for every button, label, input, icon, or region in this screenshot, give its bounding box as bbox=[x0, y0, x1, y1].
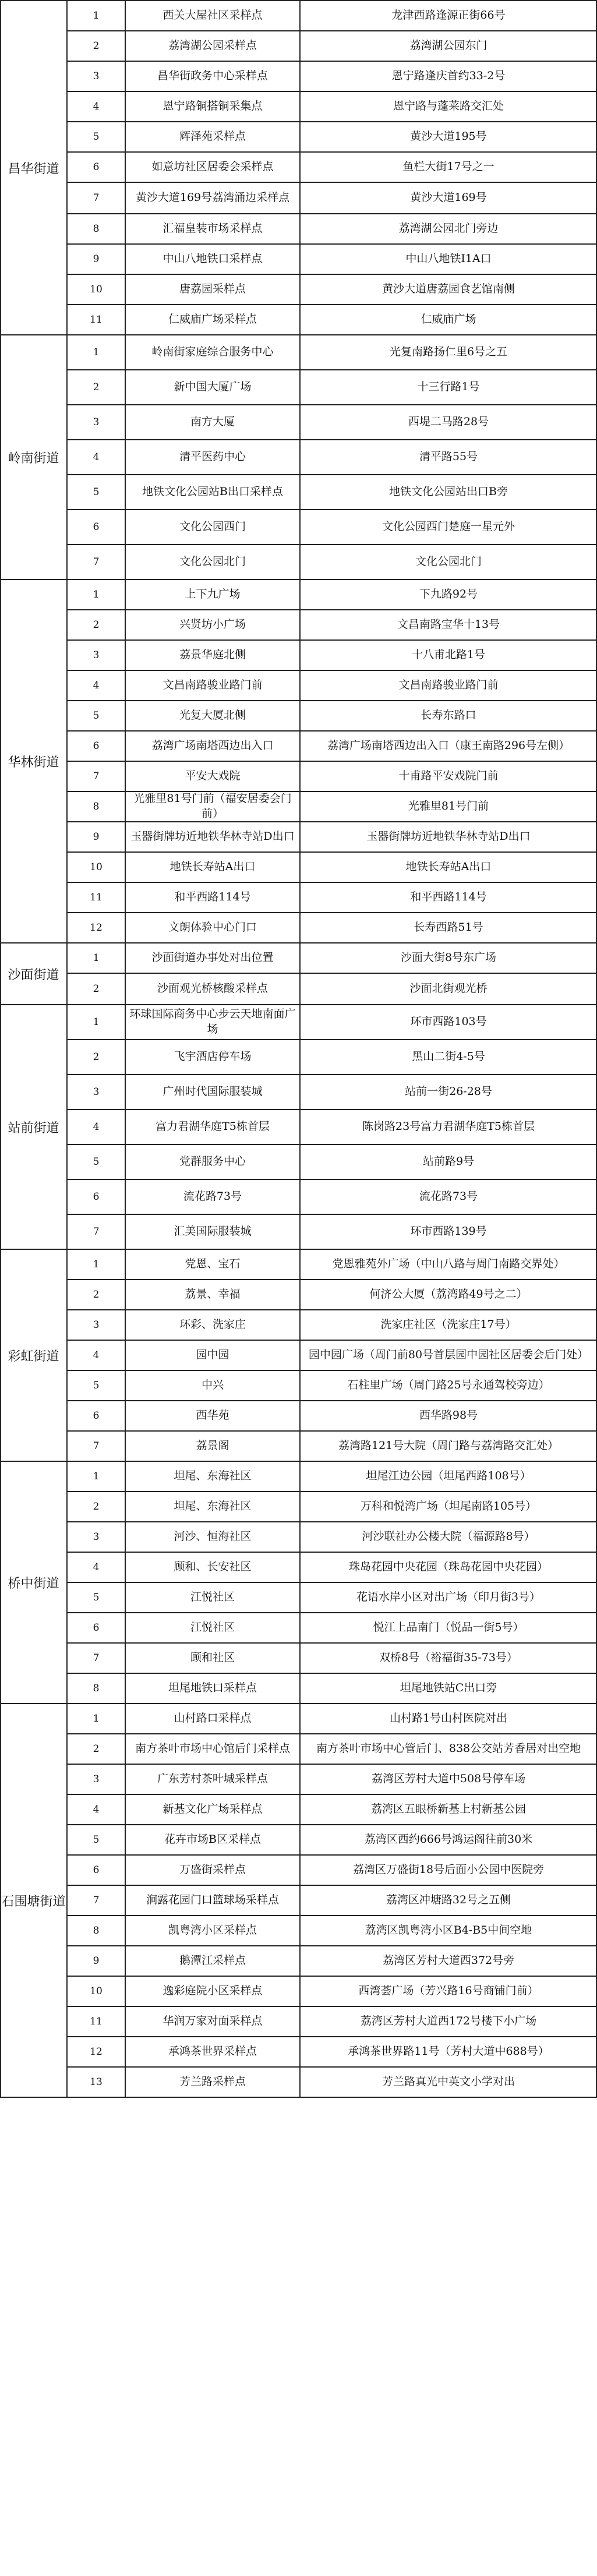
table-row bbox=[67, 1704, 597, 1734]
site-name: 广州时代国际服装城 bbox=[163, 1085, 263, 1098]
table-row bbox=[67, 62, 597, 92]
row-number: 2 bbox=[93, 983, 100, 995]
row-number: 4 bbox=[93, 1121, 100, 1133]
site-name: 环彩、洗家庄 bbox=[179, 1318, 246, 1331]
site-name: 荔景阁 bbox=[196, 1439, 229, 1453]
site-name: 党群服务中心 bbox=[179, 1155, 246, 1168]
site-name: 恩宁路铜搭铜采集点 bbox=[163, 100, 263, 113]
site-address: 党恩雅苑外广场（中山八路与周门南路交界处） bbox=[332, 1257, 565, 1271]
site-name: 西关大屋社区采样点 bbox=[163, 9, 263, 22]
row-number: 7 bbox=[93, 556, 100, 568]
table-row bbox=[67, 610, 597, 641]
row-number: 7 bbox=[93, 1894, 100, 1906]
table-row bbox=[67, 1916, 597, 1946]
table-row bbox=[67, 183, 597, 214]
site-name: 坦尾、东海社区 bbox=[174, 1500, 252, 1513]
site-name: 荔湾广场南塔西边出入口 bbox=[151, 739, 274, 752]
table-row bbox=[67, 1110, 597, 1145]
site-name: 凯粤湾小区采样点 bbox=[168, 1924, 257, 1937]
row-number: 3 bbox=[93, 1531, 100, 1543]
site-name: 荔景、幸福 bbox=[185, 1288, 241, 1301]
table-row bbox=[67, 671, 597, 701]
column-divider bbox=[66, 0, 68, 2098]
table-row bbox=[67, 1886, 597, 1916]
table-row bbox=[67, 2037, 597, 2068]
site-name: 岭南街家庭综合服务中心 bbox=[151, 345, 274, 359]
site-address: 荔湾区五眼桥新基上村新基公园 bbox=[370, 1803, 526, 1816]
table-row bbox=[67, 1613, 597, 1644]
row-number: 6 bbox=[93, 1864, 100, 1876]
district-name: 彩虹街道 bbox=[0, 1250, 67, 1462]
site-address: 仁威庙广场 bbox=[421, 313, 476, 326]
site-address: 荔湾区西约666号鸿运阁往前30米 bbox=[364, 1833, 533, 1846]
table-row bbox=[67, 153, 597, 183]
row-number: 6 bbox=[93, 161, 100, 173]
site-name: 坦尾地铁口采样点 bbox=[168, 1681, 257, 1695]
row-number: 2 bbox=[93, 619, 100, 631]
site-address: 文昌南路宝华十13号 bbox=[397, 618, 500, 631]
row-number: 5 bbox=[93, 130, 100, 143]
site-name: 江悦社区 bbox=[190, 1621, 235, 1634]
row-number: 2 bbox=[93, 1051, 100, 1063]
site-address: 园中园广场（周门前80号首层园中园社区居委会后门处） bbox=[308, 1348, 589, 1362]
site-address: 鱼栏大街17号之一 bbox=[402, 160, 494, 174]
table-row bbox=[67, 1492, 597, 1522]
site-address: 悦江上品南门（悦品一街5号） bbox=[373, 1621, 524, 1634]
site-name: 光雅里81号门前（福安居委会门前） bbox=[133, 792, 292, 820]
row-number: 9 bbox=[93, 1955, 100, 1967]
site-address: 长寿西路51号 bbox=[414, 921, 483, 934]
site-name: 文朗体验中心门口 bbox=[168, 921, 257, 934]
site-name: 上下九广场 bbox=[185, 588, 241, 601]
site-name: 昌华街政务中心采样点 bbox=[157, 69, 268, 83]
row-number: 5 bbox=[93, 1379, 100, 1391]
district-name: 石围塘街道 bbox=[0, 1704, 67, 2098]
site-address: 光雅里81号门前 bbox=[408, 800, 489, 813]
table-row bbox=[67, 944, 597, 974]
table-row bbox=[67, 31, 597, 62]
row-number: 4 bbox=[93, 1803, 100, 1815]
row-number: 1 bbox=[93, 1712, 100, 1725]
site-name: 荔湾湖公园采样点 bbox=[168, 39, 257, 52]
row-number: 6 bbox=[93, 1409, 100, 1422]
district-name: 昌华街道 bbox=[0, 1, 67, 335]
table-row bbox=[67, 732, 597, 762]
table-row bbox=[67, 641, 597, 671]
site-address: 中山八地铁I1A口 bbox=[405, 252, 492, 266]
site-address: 玉器街牌坊近地铁华林寺站D出口 bbox=[366, 830, 531, 843]
row-number: 2 bbox=[93, 1743, 100, 1755]
table-row bbox=[67, 1825, 597, 1856]
site-name: 新基文化广场采样点 bbox=[163, 1803, 263, 1816]
row-number: 5 bbox=[93, 709, 100, 722]
site-address: 西堤二马路28号 bbox=[408, 415, 489, 429]
site-address: 黄沙大道169号 bbox=[410, 191, 487, 204]
site-address: 荔湾湖公园东门 bbox=[409, 39, 488, 52]
row-number: 8 bbox=[93, 1682, 100, 1694]
table-row bbox=[67, 580, 597, 610]
site-name: 沙面街道办事处对出位置 bbox=[151, 951, 274, 964]
site-address: 洗家庄社区（洗家庄17号） bbox=[380, 1318, 517, 1331]
site-name: 涧露花园门口篮球场采样点 bbox=[146, 1893, 279, 1907]
site-name: 广东芳村茶叶城采样点 bbox=[157, 1772, 268, 1786]
site-name: 山村路口采样点 bbox=[174, 1712, 252, 1725]
row-number: 1 bbox=[93, 952, 100, 964]
site-address: 黄沙大道唐荔园食艺馆南侧 bbox=[381, 282, 515, 296]
table-row bbox=[67, 1371, 597, 1401]
table-row bbox=[67, 1180, 597, 1215]
site-name: 承鸿茶世界采样点 bbox=[168, 2045, 257, 2058]
row-number: 3 bbox=[93, 416, 100, 428]
row-number: 10 bbox=[90, 1985, 103, 1997]
site-address: 荔湾广场南塔西边出入口（康王南路296号左侧） bbox=[327, 739, 570, 752]
site-name: 芳兰路采样点 bbox=[179, 2075, 246, 2089]
row-number: 3 bbox=[93, 1319, 100, 1331]
site-name: 清平医药中心 bbox=[179, 450, 246, 464]
table-row bbox=[67, 1310, 597, 1341]
site-address: 荔湾区万盛街18号后面小公园中医院旁 bbox=[352, 1863, 545, 1877]
site-name: 江悦社区 bbox=[190, 1591, 235, 1604]
row-number: 7 bbox=[93, 192, 100, 204]
table-row bbox=[67, 1553, 597, 1583]
site-name: 花卉市场B区采样点 bbox=[164, 1833, 261, 1846]
table-row bbox=[67, 245, 597, 275]
site-name: 南方大厦 bbox=[190, 415, 235, 429]
site-name: 环球国际商务中心步云天地南面广场 bbox=[129, 1008, 296, 1036]
site-name: 汇美国际服装城 bbox=[174, 1225, 252, 1238]
site-name: 新中国大厦广场 bbox=[174, 380, 252, 394]
table-row bbox=[67, 1522, 597, 1553]
site-address: 环市西路103号 bbox=[410, 1015, 487, 1029]
site-address: 清平路55号 bbox=[419, 450, 478, 464]
row-number: 8 bbox=[93, 1924, 100, 1937]
table-top-border bbox=[0, 0, 597, 1]
table-row bbox=[67, 1765, 597, 1795]
site-address: 荔湾湖公园北门旁边 bbox=[398, 222, 499, 235]
site-address: 花语水岸小区对出广场（印月街3号） bbox=[356, 1591, 541, 1604]
district-name: 桥中街道 bbox=[0, 1462, 67, 1704]
table-row bbox=[67, 1005, 597, 1040]
table-row bbox=[67, 701, 597, 732]
row-number: 3 bbox=[93, 1773, 100, 1785]
site-address: 荔湾区芳村大道中508号停车场 bbox=[371, 1772, 526, 1786]
site-name: 富力君湖华庭T5栋首层 bbox=[156, 1120, 270, 1133]
table-row bbox=[67, 1341, 597, 1371]
row-number: 1 bbox=[93, 346, 100, 358]
site-name: 汇福皇装市场采样点 bbox=[163, 222, 263, 235]
row-number: 6 bbox=[93, 1190, 100, 1203]
site-name: 西华苑 bbox=[196, 1409, 229, 1422]
site-address: 站前路9号 bbox=[422, 1155, 475, 1168]
site-address: 文化公园西门楚庭一星元外 bbox=[381, 520, 515, 533]
row-number: 4 bbox=[93, 679, 100, 691]
site-name: 飞宇酒店停车场 bbox=[174, 1050, 252, 1063]
row-number: 5 bbox=[93, 1156, 100, 1168]
site-name: 鹅潭江采样点 bbox=[179, 1954, 246, 1967]
table-row bbox=[67, 214, 597, 245]
table-row bbox=[67, 1462, 597, 1492]
row-number: 1 bbox=[93, 1016, 100, 1028]
row-number: 12 bbox=[90, 2045, 103, 2058]
site-name: 仁威庙广场采样点 bbox=[168, 313, 257, 326]
table-row bbox=[67, 792, 597, 822]
table-row bbox=[67, 822, 597, 853]
row-number: 2 bbox=[93, 1288, 100, 1301]
row-number: 9 bbox=[93, 253, 100, 265]
site-name: 园中园 bbox=[196, 1348, 229, 1362]
row-number: 10 bbox=[90, 283, 103, 295]
site-name: 中山八地铁口采样点 bbox=[163, 252, 263, 266]
row-number: 7 bbox=[93, 1440, 100, 1452]
table-row bbox=[67, 1040, 597, 1075]
district-name: 沙面街道 bbox=[0, 944, 67, 1005]
site-name: 流花路73号 bbox=[183, 1190, 242, 1203]
site-address: 陈岗路23号富力君湖华庭T5栋首层 bbox=[362, 1120, 535, 1133]
row-number: 5 bbox=[93, 1591, 100, 1603]
site-address: 和平西路114号 bbox=[410, 891, 487, 904]
table-row bbox=[67, 275, 597, 305]
row-number: 3 bbox=[93, 649, 100, 661]
row-number: 2 bbox=[93, 381, 100, 393]
site-name: 如意坊社区居委会采样点 bbox=[151, 160, 274, 174]
site-address: 地铁长寿站A出口 bbox=[405, 860, 492, 874]
table-row bbox=[67, 913, 597, 944]
table-row bbox=[67, 762, 597, 792]
site-address: 珠岛花园中央花园（珠岛花园中央花园） bbox=[348, 1560, 548, 1574]
site-name: 文昌南路骏业路门前 bbox=[163, 679, 263, 692]
site-name: 万盛街采样点 bbox=[179, 1863, 246, 1877]
row-number: 11 bbox=[90, 2015, 103, 2027]
row-number: 6 bbox=[93, 740, 100, 752]
table-row bbox=[67, 1432, 597, 1462]
site-name: 坦尾、东海社区 bbox=[174, 1469, 252, 1483]
table-row bbox=[67, 1734, 597, 1765]
district-name: 岭南街道 bbox=[0, 335, 67, 580]
site-name: 党恩、宝石 bbox=[185, 1257, 241, 1271]
site-name: 光复大厦北侧 bbox=[179, 709, 246, 722]
row-number: 5 bbox=[93, 1833, 100, 1846]
site-address: 下九路92号 bbox=[419, 588, 478, 601]
table-row bbox=[67, 2068, 597, 2098]
table-row bbox=[67, 1075, 597, 1110]
site-address: 沙面大街8号东广场 bbox=[400, 951, 497, 964]
site-address: 河沙联社办公楼大院（福源路8号） bbox=[362, 1530, 535, 1543]
table-row bbox=[67, 2007, 597, 2037]
row-number: 8 bbox=[93, 222, 100, 235]
table-row bbox=[67, 1946, 597, 1977]
column-divider bbox=[125, 0, 126, 2098]
table-row bbox=[67, 1, 597, 31]
site-address: 十甫路平安戏院门前 bbox=[398, 769, 499, 783]
row-number: 4 bbox=[93, 1561, 100, 1573]
site-name: 文化公园北门 bbox=[179, 555, 246, 568]
site-address: 山村路1号山村医院对出 bbox=[389, 1712, 508, 1725]
table-row bbox=[67, 370, 597, 405]
site-address: 坦尾江边公园（坦尾西路108号） bbox=[366, 1469, 531, 1483]
row-number: 1 bbox=[93, 1258, 100, 1270]
row-number: 11 bbox=[90, 313, 103, 326]
row-number: 12 bbox=[90, 921, 103, 934]
site-address: 荔湾区芳村大道西372号旁 bbox=[382, 1954, 515, 1967]
table-row bbox=[67, 405, 597, 440]
row-number: 4 bbox=[93, 1349, 100, 1361]
site-address: 承鸿茶世界路11号（芳村大道中688号） bbox=[348, 2045, 549, 2058]
row-number: 2 bbox=[93, 40, 100, 52]
table-row bbox=[67, 853, 597, 883]
site-address: 长寿东路口 bbox=[421, 709, 476, 722]
site-address: 光复南路扬仁里6号之五 bbox=[389, 345, 508, 359]
site-name: 和平西路114号 bbox=[174, 891, 251, 904]
table-row bbox=[67, 1583, 597, 1613]
row-number: 8 bbox=[93, 800, 100, 812]
site-name: 地铁文化公园站B出口采样点 bbox=[142, 485, 283, 499]
site-address: 荔湾区凯粤湾小区B4-B5中间空地 bbox=[365, 1924, 532, 1937]
row-number: 6 bbox=[93, 521, 100, 533]
site-name: 沙面观光桥核酸采样点 bbox=[157, 982, 268, 995]
table-row bbox=[67, 122, 597, 153]
table-row bbox=[67, 1977, 597, 2007]
table-row bbox=[67, 510, 597, 545]
row-number: 6 bbox=[93, 1621, 100, 1634]
table-row bbox=[67, 1674, 597, 1704]
site-address: 荔湾区芳村大道西172号楼下小广场 bbox=[360, 2015, 537, 2028]
site-address: 恩宁路与蓬莱路交汇处 bbox=[393, 100, 504, 113]
row-number: 3 bbox=[93, 1086, 100, 1098]
row-number: 7 bbox=[93, 1652, 100, 1664]
site-address: 环市西路139号 bbox=[410, 1225, 487, 1238]
site-name: 唐荔园采样点 bbox=[179, 282, 246, 296]
site-address: 何济公大厦（荔湾路49号之二） bbox=[369, 1288, 528, 1301]
site-address: 黄沙大道195号 bbox=[410, 130, 487, 143]
site-name: 黄沙大道169号荔湾涌边采样点 bbox=[135, 191, 290, 204]
column-divider bbox=[0, 0, 1, 2098]
site-address: 荔湾区冲塘路32号之五侧 bbox=[386, 1893, 511, 1907]
site-address: 站前一街26-28号 bbox=[405, 1085, 492, 1098]
row-number: 7 bbox=[93, 1225, 100, 1238]
table-row bbox=[67, 305, 597, 335]
row-number: 1 bbox=[93, 1470, 100, 1482]
site-name: 逸彩庭院小区采样点 bbox=[163, 1984, 263, 1998]
row-number: 4 bbox=[93, 100, 100, 112]
site-address: 恩宁路逢庆首约33-2号 bbox=[391, 69, 506, 83]
table-row bbox=[67, 440, 597, 475]
row-number: 5 bbox=[93, 486, 100, 498]
table-row bbox=[67, 1280, 597, 1310]
site-address: 双桥8号（裕福街35-73号） bbox=[379, 1651, 518, 1665]
site-address: 石柱里广场（周门路25号永通驾校旁边） bbox=[347, 1379, 550, 1392]
table-row bbox=[67, 545, 597, 580]
site-name: 荔景华庭北侧 bbox=[179, 648, 246, 662]
site-address: 流花路73号 bbox=[419, 1190, 478, 1203]
table-row bbox=[67, 1215, 597, 1250]
site-name: 地铁长寿站A出口 bbox=[169, 860, 256, 874]
site-address: 文昌南路骏业路门前 bbox=[398, 679, 499, 692]
row-number: 4 bbox=[93, 451, 100, 463]
row-number: 3 bbox=[93, 70, 100, 82]
table-row bbox=[67, 335, 597, 370]
site-address: 芳兰路真光中英文小学对出 bbox=[381, 2075, 515, 2089]
district-name: 站前街道 bbox=[0, 1005, 67, 1250]
table-row bbox=[67, 92, 597, 122]
site-address: 西华路98号 bbox=[419, 1409, 478, 1422]
site-name: 兴贤坊小广场 bbox=[179, 618, 246, 631]
row-number: 1 bbox=[93, 588, 100, 600]
table-row bbox=[67, 1401, 597, 1432]
row-number: 11 bbox=[90, 891, 103, 903]
site-address: 地铁文化公园站出口B旁 bbox=[389, 485, 508, 499]
site-name: 中兴 bbox=[201, 1379, 224, 1392]
site-name: 辉泽苑采样点 bbox=[179, 130, 246, 143]
site-address: 沙面北街观光桥 bbox=[409, 982, 488, 995]
site-address: 龙津西路逢源正街66号 bbox=[391, 9, 506, 22]
district-name: 华林街道 bbox=[0, 580, 67, 944]
site-address: 万科和悦湾广场（坦尾南路105号） bbox=[360, 1500, 537, 1513]
table-row bbox=[67, 1250, 597, 1280]
site-name: 河沙、恒海社区 bbox=[174, 1530, 252, 1543]
table-row bbox=[67, 1795, 597, 1825]
site-address: 西湾荟广场（芳兴路16号商铺门前） bbox=[358, 1984, 539, 1998]
table-row bbox=[67, 1856, 597, 1886]
site-name: 文化公园西门 bbox=[179, 520, 246, 533]
column-divider bbox=[299, 0, 301, 2098]
site-name: 顾和、长安社区 bbox=[174, 1560, 252, 1574]
site-name: 平安大戏院 bbox=[185, 769, 241, 783]
table-row bbox=[67, 475, 597, 510]
row-number: 10 bbox=[90, 861, 103, 873]
site-name: 玉器街牌坊近地铁华林寺站D出口 bbox=[130, 830, 295, 843]
site-address: 黑山二街4-5号 bbox=[412, 1050, 485, 1063]
site-name: 华润万家对面采样点 bbox=[163, 2015, 263, 2028]
site-address: 十八甫北路1号 bbox=[411, 648, 486, 662]
row-number: 7 bbox=[93, 770, 100, 782]
row-number: 2 bbox=[93, 1500, 100, 1513]
table-row bbox=[67, 1145, 597, 1180]
table-row bbox=[67, 974, 597, 1005]
row-number: 13 bbox=[90, 2076, 103, 2088]
site-address: 荔湾路121号大院（周门路与荔湾路交汇处） bbox=[338, 1439, 559, 1453]
table-row bbox=[67, 1644, 597, 1674]
site-name: 顾和社区 bbox=[190, 1651, 235, 1665]
site-address: 十三行路1号 bbox=[417, 380, 480, 394]
site-address: 文化公园北门 bbox=[415, 555, 482, 568]
row-number: 1 bbox=[93, 9, 100, 22]
site-name: 南方茶叶市场中心馆后门采样点 bbox=[135, 1742, 290, 1755]
site-address: 坦尾地铁站C出口旁 bbox=[400, 1681, 497, 1695]
row-number: 9 bbox=[93, 831, 100, 843]
site-address: 南方茶叶市场中心管后门、838公交站芳香居对出空地 bbox=[316, 1742, 581, 1755]
table-row bbox=[67, 883, 597, 913]
